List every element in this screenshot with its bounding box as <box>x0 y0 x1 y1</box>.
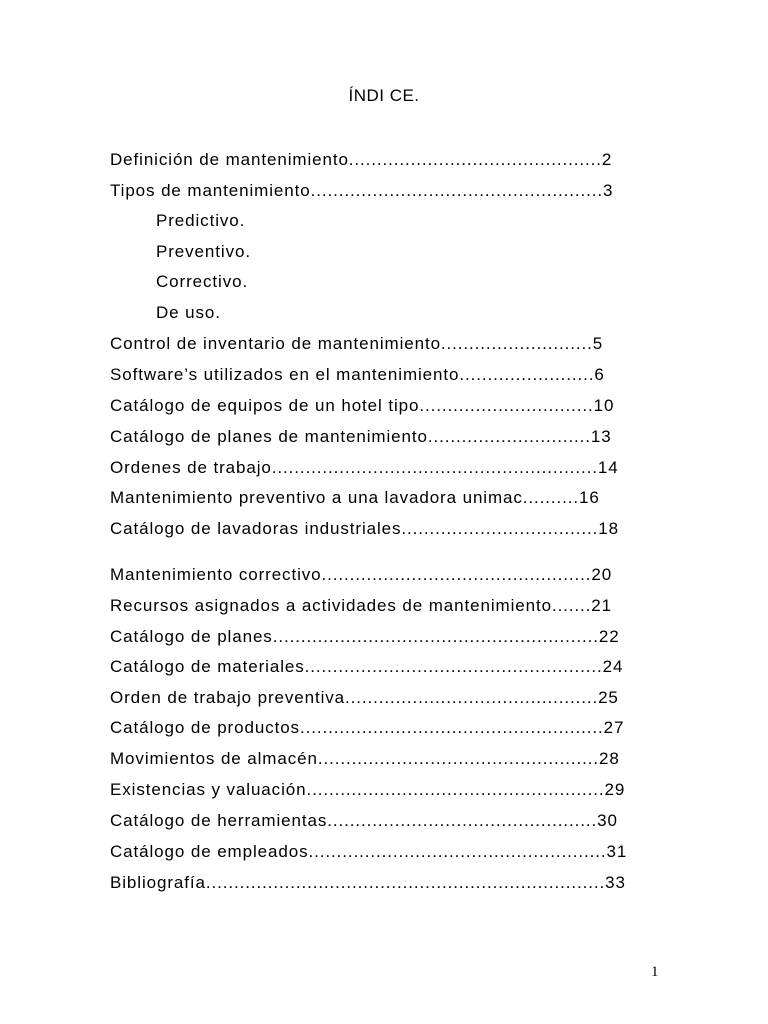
toc-entry: Ordenes de trabajo..........................................................14 <box>110 458 619 477</box>
toc-entry: Bibliografía.......................................................................33 <box>110 873 626 892</box>
toc-entry: Catálogo de herramientas................................................30 <box>110 811 618 830</box>
toc-entry: Catálogo de planes de mantenimiento.............................13 <box>110 427 612 446</box>
toc-subentry: Preventivo. <box>156 242 251 261</box>
toc-subentry: Correctivo. <box>156 272 249 291</box>
toc-entry: Catálogo de empleados.....................................................31 <box>110 842 628 861</box>
toc-entry: Existencias y valuación.....................................................29 <box>110 780 626 799</box>
toc-entry: Catálogo de productos......................................................27 <box>110 718 625 737</box>
toc-entry: Control de inventario de mantenimiento...........................5 <box>110 334 604 353</box>
toc-entry: Catálogo de lavadoras industriales...................................18 <box>110 519 619 538</box>
toc-entry: Movimientos de almacén..................................................28 <box>110 749 620 768</box>
toc-entry: Definición de mantenimiento.............................................2 <box>110 150 613 169</box>
page-number: 1 <box>651 964 659 980</box>
toc-entry: Tipos de mantenimiento....................................................3 <box>110 181 614 200</box>
toc-entry: Mantenimiento preventivo a una lavadora unimac..........16 <box>110 488 600 507</box>
toc-entry: Mantenimiento correctivo................................................20 <box>110 565 613 584</box>
toc-subentry: De uso. <box>156 303 221 322</box>
toc-entry: Software’s utilizados en el mantenimiento........................6 <box>110 365 605 384</box>
toc-entry: Orden de trabajo preventiva.............................................25 <box>110 688 619 707</box>
index-title: ÍNDI CE. <box>348 86 420 105</box>
toc-entry: Catálogo de materiales.....................................................24 <box>110 657 624 676</box>
toc-entry: Recursos asignados a actividades de mantenimiento.......21 <box>110 596 613 615</box>
toc-entry: Catálogo de planes..........................................................22 <box>110 627 620 646</box>
toc-subentry: Predictivo. <box>156 211 246 230</box>
toc-entry: Catálogo de equipos de un hotel tipo...............................10 <box>110 396 615 415</box>
